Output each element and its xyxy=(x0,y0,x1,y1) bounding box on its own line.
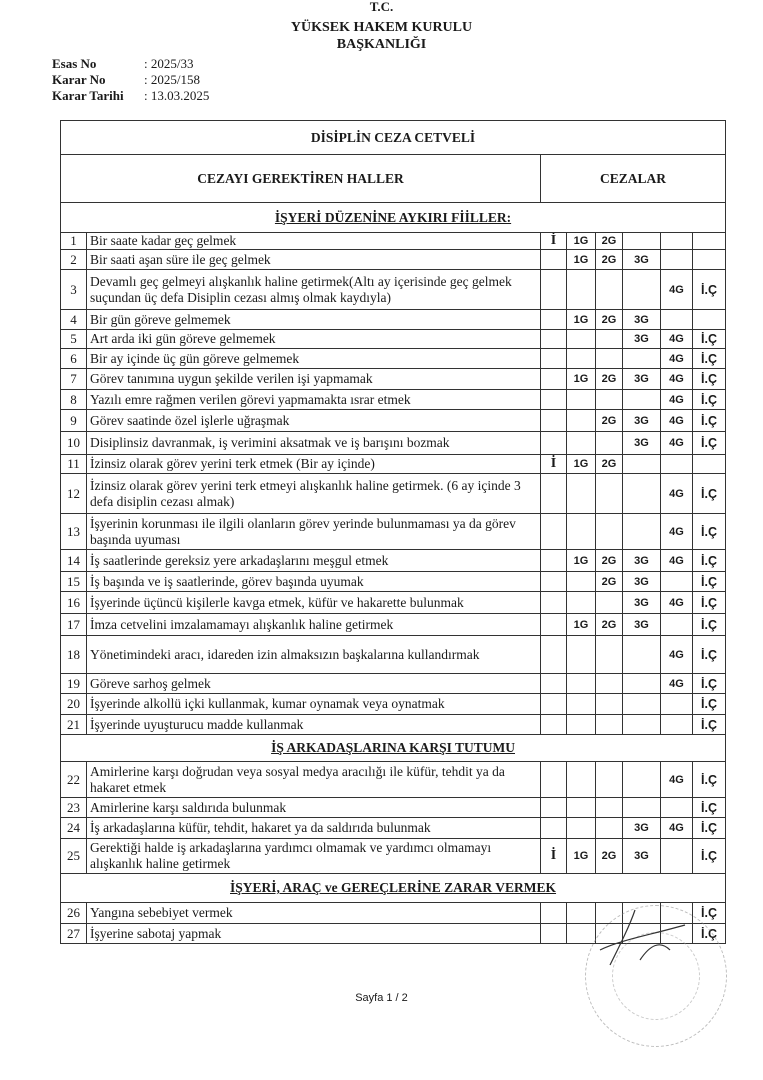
penalty-cell xyxy=(567,694,596,715)
page-number: Sayfa 1 / 2 xyxy=(355,992,408,1004)
penalty-cell xyxy=(596,474,623,514)
penalty-cell: İ.Ç xyxy=(693,592,726,614)
penalty-cell xyxy=(661,572,693,592)
penalty-cell xyxy=(661,455,693,474)
penalty-cell xyxy=(541,924,567,944)
penalty-cell xyxy=(567,715,596,735)
penalty-cell xyxy=(596,674,623,694)
table-row xyxy=(61,798,726,818)
penalty-cell: 2G xyxy=(596,410,623,432)
row-offense-text: İzinsiz olarak görev yerini terk etmek (Bir ay içinde) xyxy=(87,455,541,474)
table-row xyxy=(61,250,726,270)
penalty-cell xyxy=(541,474,567,514)
table-row xyxy=(61,369,726,390)
penalty-cell: İ.Ç xyxy=(693,572,726,592)
row-offense-text: Bir ay içinde üç gün göreve gelmemek xyxy=(87,349,541,369)
section-row xyxy=(61,874,726,903)
penalty-cell xyxy=(541,592,567,614)
penalty-cell: İ.Ç xyxy=(693,674,726,694)
penalty-cell xyxy=(623,233,661,250)
penalty-cell xyxy=(623,762,661,798)
penalty-cell xyxy=(567,432,596,455)
row-number: 21 xyxy=(61,715,87,735)
row-offense-text: İşyerinde alkollü içki kullanmak, kumar oynamak veya oynatmak xyxy=(87,694,541,715)
penalty-cell: İ xyxy=(541,233,567,250)
penalty-cell xyxy=(661,715,693,735)
table-row xyxy=(61,455,726,474)
penalty-cell: İ.Ç xyxy=(693,818,726,839)
penalty-cell xyxy=(567,762,596,798)
row-offense-text: İşyerine sabotaj yapmak xyxy=(87,924,541,944)
row-offense-text: Yangına sebebiyet vermek xyxy=(87,903,541,924)
penalty-cell: 2G xyxy=(596,572,623,592)
meta-key: Karar No xyxy=(52,72,106,87)
penalty-cell xyxy=(596,592,623,614)
meta-value: : 2025/158 xyxy=(144,72,200,87)
meta-value: : 13.03.2025 xyxy=(144,88,210,103)
table-row xyxy=(61,592,726,614)
penalty-cell: İ.Ç xyxy=(693,390,726,410)
table-row xyxy=(61,550,726,572)
table-row xyxy=(61,270,726,310)
penalty-cell: 3G xyxy=(623,550,661,572)
row-number: 8 xyxy=(61,390,87,410)
row-number: 23 xyxy=(61,798,87,818)
penalty-cell xyxy=(596,514,623,550)
row-number: 22 xyxy=(61,762,87,798)
penalty-cell xyxy=(567,410,596,432)
section-row xyxy=(61,735,726,762)
penalty-cell: 1G xyxy=(567,369,596,390)
row-number: 2 xyxy=(61,250,87,270)
penalty-cell xyxy=(567,349,596,369)
penalty-cell xyxy=(541,572,567,592)
penalty-cell: 2G xyxy=(596,233,623,250)
penalty-cell xyxy=(567,514,596,550)
penalty-cell xyxy=(596,432,623,455)
penalty-cell xyxy=(596,330,623,349)
penalty-cell xyxy=(541,270,567,310)
row-offense-text: İşyerinin korunması ile ilgili olanların görev yerinde bulunmaması ya da görev başında uyuması xyxy=(87,514,541,550)
penalty-cell xyxy=(623,674,661,694)
penalty-cell: 3G xyxy=(623,330,661,349)
meta-key: Karar Tarihi xyxy=(52,88,124,103)
penalty-cell: 2G xyxy=(596,250,623,270)
penalty-cell: İ.Ç xyxy=(693,839,726,874)
penalty-cell: 4G xyxy=(661,592,693,614)
penalty-cell xyxy=(623,636,661,674)
penalty-cell xyxy=(567,474,596,514)
penalty-cell xyxy=(596,349,623,369)
row-number: 18 xyxy=(61,636,87,674)
row-number: 24 xyxy=(61,818,87,839)
penalty-cell: 3G xyxy=(623,410,661,432)
row-offense-text: Görev tanımına uygun şekilde verilen işi yapmamak xyxy=(87,369,541,390)
penalty-cell xyxy=(541,432,567,455)
penalty-cell xyxy=(541,636,567,674)
row-number: 11 xyxy=(61,455,87,474)
penalty-cell: 3G xyxy=(623,369,661,390)
table-row xyxy=(61,330,726,349)
table-row xyxy=(61,636,726,674)
penalty-cell: 4G xyxy=(661,514,693,550)
penalty-cell xyxy=(541,369,567,390)
meta-row xyxy=(52,72,209,88)
meta-row xyxy=(52,88,209,104)
meta-key: Esas No xyxy=(52,56,97,71)
penalty-cell xyxy=(541,349,567,369)
penalty-cell: İ.Ç xyxy=(693,410,726,432)
penalty-cell: İ.Ç xyxy=(693,432,726,455)
row-number: 20 xyxy=(61,694,87,715)
penalty-cell xyxy=(623,715,661,735)
row-number: 19 xyxy=(61,674,87,694)
penalty-cell xyxy=(541,715,567,735)
penalty-cell: 1G xyxy=(567,233,596,250)
row-offense-text: Göreve sarhoş gelmek xyxy=(87,674,541,694)
table-row xyxy=(61,572,726,592)
row-number: 14 xyxy=(61,550,87,572)
penalty-cell: 4G xyxy=(661,369,693,390)
row-offense-text: Disiplinsiz davranmak, iş verimini aksatmak ve iş barışını bozmak xyxy=(87,432,541,455)
penalty-cell: 4G xyxy=(661,762,693,798)
decision-meta xyxy=(52,56,209,104)
section-title: İŞ ARKADAŞLARINA KARŞI TUTUMU xyxy=(61,735,726,762)
penalty-cell: İ xyxy=(541,839,567,874)
penalty-cell xyxy=(623,349,661,369)
penalty-cell: İ xyxy=(541,455,567,474)
penalty-cell: 4G xyxy=(661,270,693,310)
table-row xyxy=(61,715,726,735)
penalty-cell xyxy=(541,694,567,715)
penalty-cell xyxy=(693,250,726,270)
row-number: 10 xyxy=(61,432,87,455)
penalty-cell: 2G xyxy=(596,369,623,390)
penalty-cell xyxy=(623,694,661,715)
penalty-cell xyxy=(661,798,693,818)
penalty-cell: 4G xyxy=(661,674,693,694)
row-offense-text: İşyerinde üçüncü kişilerle kavga etmek, küfür ve hakarette bulunmak xyxy=(87,592,541,614)
penalty-cell: 1G xyxy=(567,455,596,474)
penalty-cell: 4G xyxy=(661,410,693,432)
row-offense-text: İşyerinde uyuşturucu madde kullanmak xyxy=(87,715,541,735)
penalty-cell xyxy=(541,390,567,410)
table-row xyxy=(61,349,726,369)
penalty-cell: 1G xyxy=(567,839,596,874)
penalty-cell xyxy=(567,330,596,349)
penalty-cell: İ.Ç xyxy=(693,514,726,550)
row-offense-text: Art arda iki gün göreve gelmemek xyxy=(87,330,541,349)
penalty-cell: 3G xyxy=(623,818,661,839)
penalty-cell: 1G xyxy=(567,550,596,572)
penalty-cell: 4G xyxy=(661,818,693,839)
table-row xyxy=(61,694,726,715)
penalty-cell: 2G xyxy=(596,614,623,636)
row-number: 5 xyxy=(61,330,87,349)
header-tc: T.C. xyxy=(369,2,394,14)
penalty-cell xyxy=(567,390,596,410)
penalty-cell xyxy=(596,270,623,310)
penalty-cell: 4G xyxy=(661,550,693,572)
row-number: 13 xyxy=(61,514,87,550)
table-row xyxy=(61,514,726,550)
penalty-cell: İ.Ç xyxy=(693,349,726,369)
penalty-cell: 3G xyxy=(623,592,661,614)
penalty-cell xyxy=(567,572,596,592)
penalty-cell xyxy=(596,798,623,818)
penalty-cell: 4G xyxy=(661,390,693,410)
row-number: 15 xyxy=(61,572,87,592)
row-number: 7 xyxy=(61,369,87,390)
column-header-cases: CEZAYI GEREKTİREN HALLER xyxy=(61,155,541,203)
penalty-cell xyxy=(541,250,567,270)
penalty-cell: 4G xyxy=(661,432,693,455)
penalty-cell: İ.Ç xyxy=(693,636,726,674)
penalty-cell xyxy=(661,250,693,270)
table-row xyxy=(61,432,726,455)
row-number: 12 xyxy=(61,474,87,514)
penalty-cell: 2G xyxy=(596,310,623,330)
table-row xyxy=(61,818,726,839)
penalty-cell: 3G xyxy=(623,310,661,330)
penalty-cell: İ.Ç xyxy=(693,330,726,349)
table-row xyxy=(61,839,726,874)
penalty-cell: 1G xyxy=(567,310,596,330)
penalty-cell xyxy=(693,233,726,250)
table-row xyxy=(61,310,726,330)
table-row xyxy=(61,614,726,636)
penalty-cell: 1G xyxy=(567,250,596,270)
penalty-cell xyxy=(661,614,693,636)
penalty-cell xyxy=(541,674,567,694)
row-offense-text: Devamlı geç gelmeyi alışkanlık haline getirmek(Altı ay içerisinde geç gelmek suçundan üç defa Disiplin cezası almış olmak kaydıyla) xyxy=(87,270,541,310)
row-offense-text: Amirlerine karşı saldırıda bulunmak xyxy=(87,798,541,818)
meta-value: : 2025/33 xyxy=(144,56,194,71)
table-title: DİSİPLİN CEZA CETVELİ xyxy=(61,121,726,155)
section-title: İŞYERİ, ARAÇ ve GEREÇLERİNE ZARAR VERMEK xyxy=(61,874,726,903)
penalty-cell xyxy=(661,310,693,330)
penalty-cell xyxy=(661,694,693,715)
row-offense-text: Yönetimindeki aracı, idareden izin almaksızın başkalarına kullandırmak xyxy=(87,636,541,674)
penalty-cell: İ.Ç xyxy=(693,903,726,924)
row-offense-text: Amirlerine karşı doğrudan veya sosyal medya aracılığı ile küfür, tehdit ya da hakaret etmek xyxy=(87,762,541,798)
penalty-cell xyxy=(567,818,596,839)
penalty-cell xyxy=(596,694,623,715)
row-number: 3 xyxy=(61,270,87,310)
row-number: 16 xyxy=(61,592,87,614)
penalty-cell: İ.Ç xyxy=(693,694,726,715)
penalty-cell: 4G xyxy=(661,636,693,674)
table-row xyxy=(61,233,726,250)
row-number: 6 xyxy=(61,349,87,369)
penalty-cell xyxy=(567,636,596,674)
penalty-cell xyxy=(541,514,567,550)
row-number: 27 xyxy=(61,924,87,944)
row-offense-text: Bir saati aşan süre ile geç gelmek xyxy=(87,250,541,270)
header-institution: YÜKSEK HAKEM KURULU xyxy=(290,20,473,35)
penalty-cell: İ.Ç xyxy=(693,715,726,735)
penalty-cell: İ.Ç xyxy=(693,474,726,514)
section-row xyxy=(61,203,726,233)
penalty-cell: 2G xyxy=(596,550,623,572)
row-number: 17 xyxy=(61,614,87,636)
row-number: 4 xyxy=(61,310,87,330)
row-number: 25 xyxy=(61,839,87,874)
penalty-cell xyxy=(541,762,567,798)
row-offense-text: Görev saatinde özel işlerle uğraşmak xyxy=(87,410,541,432)
table-row xyxy=(61,674,726,694)
penalty-cell xyxy=(596,636,623,674)
penalty-cell: 3G xyxy=(623,614,661,636)
penalty-cell xyxy=(541,310,567,330)
penalty-cell xyxy=(567,270,596,310)
row-number: 1 xyxy=(61,233,87,250)
penalty-cell xyxy=(661,233,693,250)
table-row xyxy=(61,390,726,410)
row-offense-text: İzinsiz olarak görev yerini terk etmeyi alışkanlık haline getirmek. (6 ay içinde 3 defa disiplin cezası almak) xyxy=(87,474,541,514)
penalty-cell xyxy=(623,514,661,550)
header-presidency: BAŞKANLIĞI xyxy=(336,37,427,52)
row-offense-text: Bir saate kadar geç gelmek xyxy=(87,233,541,250)
penalty-cell xyxy=(623,270,661,310)
discipline-penalty-table xyxy=(60,120,726,944)
penalty-cell xyxy=(541,903,567,924)
penalty-cell xyxy=(623,798,661,818)
table-row xyxy=(61,474,726,514)
penalty-cell xyxy=(596,715,623,735)
meta-row xyxy=(52,56,209,72)
row-offense-text: İş arkadaşlarına küfür, tehdit, hakaret ya da saldırıda bulunmak xyxy=(87,818,541,839)
penalty-cell xyxy=(596,762,623,798)
penalty-cell: 3G xyxy=(623,572,661,592)
penalty-cell: İ.Ç xyxy=(693,550,726,572)
penalty-cell: 1G xyxy=(567,614,596,636)
penalty-cell: 4G xyxy=(661,330,693,349)
penalty-cell: İ.Ç xyxy=(693,924,726,944)
penalty-cell xyxy=(541,818,567,839)
penalty-cell xyxy=(661,839,693,874)
penalty-cell xyxy=(541,330,567,349)
penalty-cell: 2G xyxy=(596,455,623,474)
signature-mark xyxy=(590,905,700,975)
penalty-cell xyxy=(596,390,623,410)
penalty-cell xyxy=(567,674,596,694)
penalty-cell: 4G xyxy=(661,349,693,369)
penalty-cell xyxy=(541,798,567,818)
row-offense-text: Bir gün göreve gelmemek xyxy=(87,310,541,330)
penalty-cell xyxy=(693,310,726,330)
row-number: 26 xyxy=(61,903,87,924)
penalty-cell: İ.Ç xyxy=(693,614,726,636)
penalty-cell: 4G xyxy=(661,474,693,514)
row-offense-text: İmza cetvelini imzalamamayı alışkanlık haline getirmek xyxy=(87,614,541,636)
row-offense-text: İş saatlerinde gereksiz yere arkadaşlarını meşgul etmek xyxy=(87,550,541,572)
table-row xyxy=(61,762,726,798)
penalty-cell: 3G xyxy=(623,432,661,455)
column-header-penalties: CEZALAR xyxy=(541,155,726,203)
penalty-cell xyxy=(541,614,567,636)
penalty-cell: 3G xyxy=(623,839,661,874)
penalty-cell: 2G xyxy=(596,839,623,874)
penalty-cell: İ.Ç xyxy=(693,369,726,390)
penalty-cell xyxy=(541,550,567,572)
penalty-cell xyxy=(567,798,596,818)
penalty-cell xyxy=(693,455,726,474)
section-title: İŞYERİ DÜZENİNE AYKIRI FİİLLER: xyxy=(61,203,726,233)
penalty-cell xyxy=(567,592,596,614)
penalty-cell: İ.Ç xyxy=(693,270,726,310)
penalty-cell xyxy=(623,390,661,410)
penalty-cell: İ.Ç xyxy=(693,798,726,818)
penalty-cell xyxy=(623,474,661,514)
penalty-cell: İ.Ç xyxy=(693,762,726,798)
row-number: 9 xyxy=(61,410,87,432)
row-offense-text: Gerektiği halde iş arkadaşlarına yardımcı olmamak ve yardımcı olmamayı alışkanlık haline getirmek xyxy=(87,839,541,874)
row-offense-text: Yazılı emre rağmen verilen görevi yapmamakta ısrar etmek xyxy=(87,390,541,410)
penalty-cell xyxy=(623,455,661,474)
table-row xyxy=(61,410,726,432)
penalty-cell xyxy=(541,410,567,432)
penalty-cell xyxy=(596,818,623,839)
row-offense-text: İş başında ve iş saatlerinde, görev başında uyumak xyxy=(87,572,541,592)
penalty-cell: 3G xyxy=(623,250,661,270)
